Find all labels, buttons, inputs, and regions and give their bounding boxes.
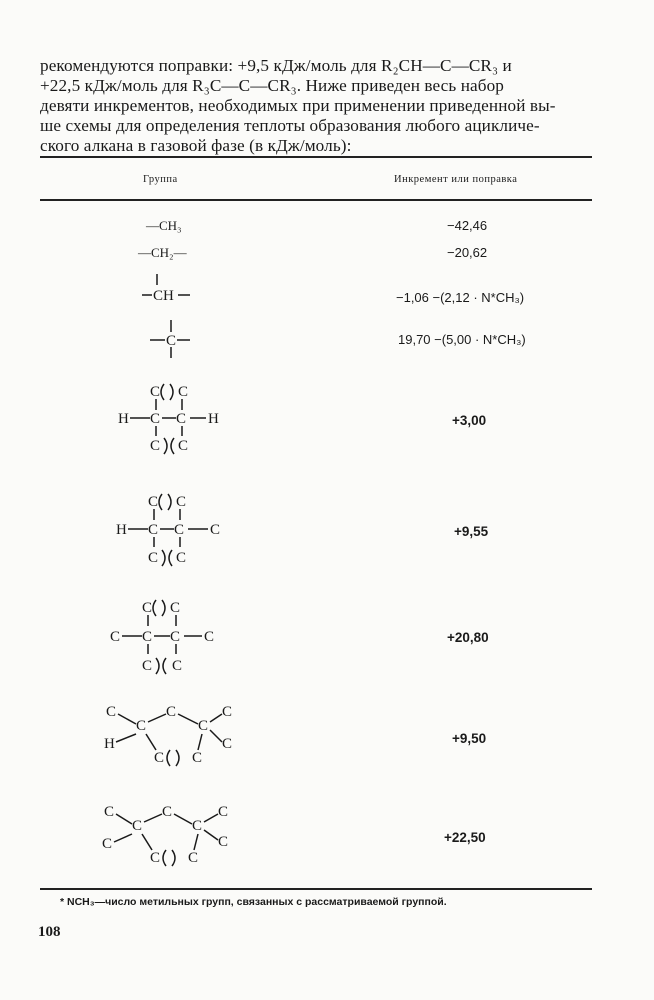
group-label: —CH₃ [146,218,182,233]
column-header-increment: Инкремент или поправка [394,174,518,185]
svg-text:C: C [162,804,173,820]
svg-text:C: C [106,704,117,720]
svg-text:C: C [218,834,229,850]
svg-text:C: C [174,522,185,538]
ccccc-h-structure [102,700,242,776]
svg-text:H: H [104,736,115,752]
svg-text:C: C [210,522,221,538]
svg-text:C: C [188,850,199,866]
svg-text:C: C [148,522,159,538]
increment-value: −1,06 −(2,12 · N*CH₃) [396,290,525,305]
page-number: 108 [38,924,61,940]
column-header-group: Группа [143,174,178,185]
paragraph-line: девяти инкрементов, необходимых при применении приведенной вы- [40,96,556,115]
svg-text:C: C [150,384,161,400]
svg-text:C: C [142,600,153,616]
svg-text:C: C [150,850,161,866]
svg-text:C: C [150,411,161,427]
svg-text:C: C [176,411,187,427]
svg-text:C: C [102,836,113,852]
group-label: —CH₂— [138,245,187,260]
svg-text:C: C [172,658,183,674]
svg-text:C: C [166,704,177,720]
intro-paragraph [40,56,602,156]
svg-text:C: C [178,384,189,400]
hccc-gauche-structure [116,490,226,572]
increment-value: −20,62 [447,245,488,260]
paragraph-line: ского алкана в газовой фазе (в кДж/моль): [40,136,352,155]
paragraph-line: ше схемы для определения теплоты образования любого ацикличе- [40,116,540,135]
paragraph-line: рекомендуются поправки: +9,5 кДж/моль для R₂CH—C—CR₃ и [40,56,512,75]
svg-text:C: C [166,333,177,349]
svg-text:C: C [142,629,153,645]
svg-text:C: C [148,550,159,566]
svg-text:C: C [142,658,153,674]
svg-text:CH: CH [153,288,174,304]
svg-text:C: C [110,629,121,645]
svg-text:C: C [176,550,187,566]
svg-text:C: C [192,818,203,834]
svg-text:C: C [222,704,233,720]
svg-text:C: C [148,494,159,510]
svg-text:C: C [192,750,203,766]
hcch-gauche-structure [118,380,228,460]
paragraph-line: +22,5 кДж/моль для R₃C—C—CR₃. Ниже приведен весь набор [40,76,504,95]
svg-text:C: C [176,494,187,510]
increment-value: +22,50 [444,830,486,845]
increment-value: +3,00 [452,413,487,428]
svg-text:C: C [218,804,229,820]
ccccc-structure [100,800,250,876]
svg-text:C: C [136,718,147,734]
svg-text:C: C [170,629,181,645]
cccc-gauche-structure [110,596,230,680]
increment-value: +20,80 [447,630,489,645]
svg-text:C: C [178,438,189,454]
increment-value: −42,46 [447,218,488,233]
svg-text:C: C [204,629,215,645]
svg-text:C: C [222,736,233,752]
svg-text:C: C [170,600,181,616]
increment-value: +9,55 [454,524,489,539]
svg-text:H: H [116,522,127,538]
svg-text:C: C [104,804,115,820]
svg-text:H: H [118,411,129,427]
svg-text:C: C [132,818,143,834]
table-bottom-rule [40,888,592,890]
ch-group-structure [140,272,200,306]
quaternary-c-structure [146,318,196,362]
increment-value: +9,50 [452,731,487,746]
svg-text:C: C [198,718,209,734]
svg-text:C: C [150,438,161,454]
table-top-rule [40,156,592,158]
svg-text:H: H [208,411,219,427]
increment-value: 19,70 −(5,00 · N*CH₃) [398,332,526,347]
svg-text:C: C [154,750,165,766]
footnote: * NCH₃—число метильных групп, связанных с рассматриваемой группой. [60,896,447,908]
header-bottom-rule [40,199,592,201]
